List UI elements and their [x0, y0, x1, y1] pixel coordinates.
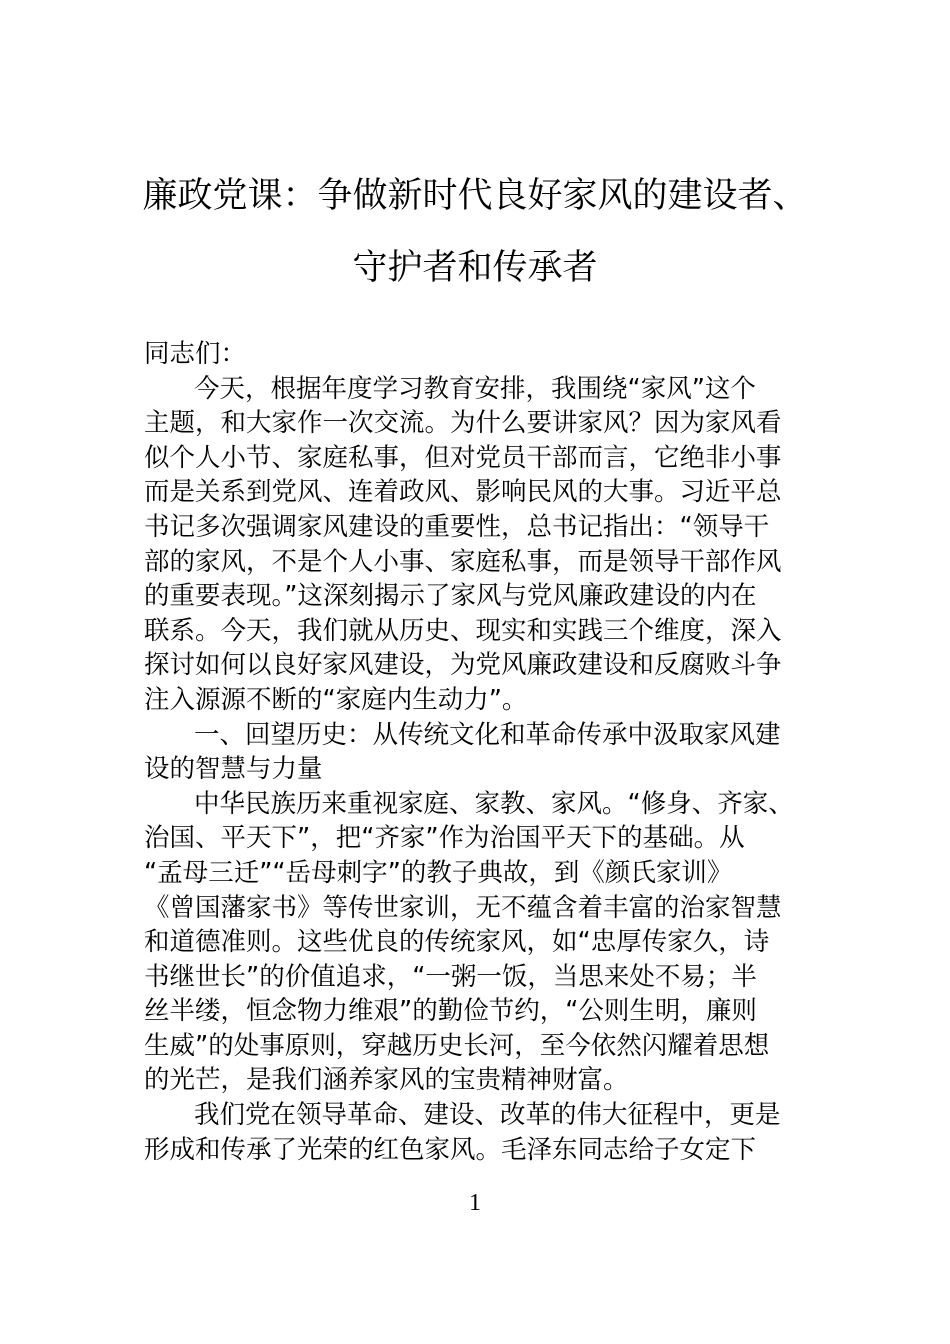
- body-text-line: 主题，和大家作一次交流。为什么要讲家风？因为家风看: [144, 408, 782, 439]
- body-text-line: 而是关系到党风、连着政风、影响民风的大事。习近平总: [144, 477, 782, 508]
- body-text-line: 联系。今天，我们就从历史、现实和实践三个维度，深入: [144, 615, 782, 646]
- body-text-line: 的重要表现。”这深刻揭示了家风与党风廉政建设的内在: [144, 581, 757, 612]
- document-body: [144, 337, 824, 1167]
- body-text-line: 和道德准则。这些优良的传统家风，如“忠厚传家久，诗: [144, 927, 770, 958]
- body-text-line: 《曾国藩家书》等传世家训，无不蕴含着丰富的治家智慧: [144, 892, 782, 923]
- body-text-line: 今天，根据年度学习教育安排，我围绕“家风”这个: [194, 373, 756, 404]
- body-text-line: 探讨如何以良好家风建设，为党风廉政建设和反腐败斗争: [144, 650, 782, 681]
- body-text-line: 书记多次强调家风建设的重要性，总书记指出：“领导干: [144, 511, 770, 542]
- body-text-line: 设的智慧与力量: [144, 754, 323, 785]
- body-text-line: 似个人小节、家庭私事，但对党员干部而言，它绝非小事: [144, 442, 782, 473]
- document-title-line-1: 廉政党课：争做新时代良好家风的建设者、: [142, 176, 808, 216]
- body-text-line: 治国、平天下”，把“齐家”作为治国平天下的基础。从: [144, 823, 745, 854]
- body-text-line: “孟母三迁”“岳母刺字”的教子典故，到《颜氏家训》: [144, 857, 733, 888]
- body-text-line: 部的家风，不是个人小事、家庭私事，而是领导干部作风: [144, 546, 782, 577]
- body-text-line: 书继世长”的价值追求，“一粥一饭，当思来处不易；半: [144, 961, 757, 992]
- body-text-line: 一、回望历史：从传统文化和革命传承中汲取家风建: [194, 719, 781, 750]
- body-text-line: 中华民族历来重视家庭、家教、家风。“修身、齐家、: [194, 788, 794, 819]
- body-text-line: 的光芒，是我们涵养家风的宝贵精神财富。: [144, 1065, 629, 1096]
- body-text-line: 生威”的处事原则，穿越历史长河，至今依然闪耀着思想: [144, 1030, 770, 1061]
- body-text-line: 同志们：: [144, 339, 247, 369]
- body-text-line: 丝半缕，恒念物力维艰”的勤俭节约，“公则生明，廉则: [144, 996, 757, 1027]
- document-title-line-2: 守护者和传承者: [352, 248, 598, 288]
- body-text-line: 形成和传承了光荣的红色家风。毛泽东同志给子女定下: [144, 1134, 757, 1165]
- page-number: 1: [469, 1190, 481, 1216]
- body-text-line: 注入源源不断的“家庭内生动力”。: [144, 684, 528, 715]
- body-text-line: 我们党在领导革命、建设、改革的伟大征程中，更是: [194, 1100, 781, 1131]
